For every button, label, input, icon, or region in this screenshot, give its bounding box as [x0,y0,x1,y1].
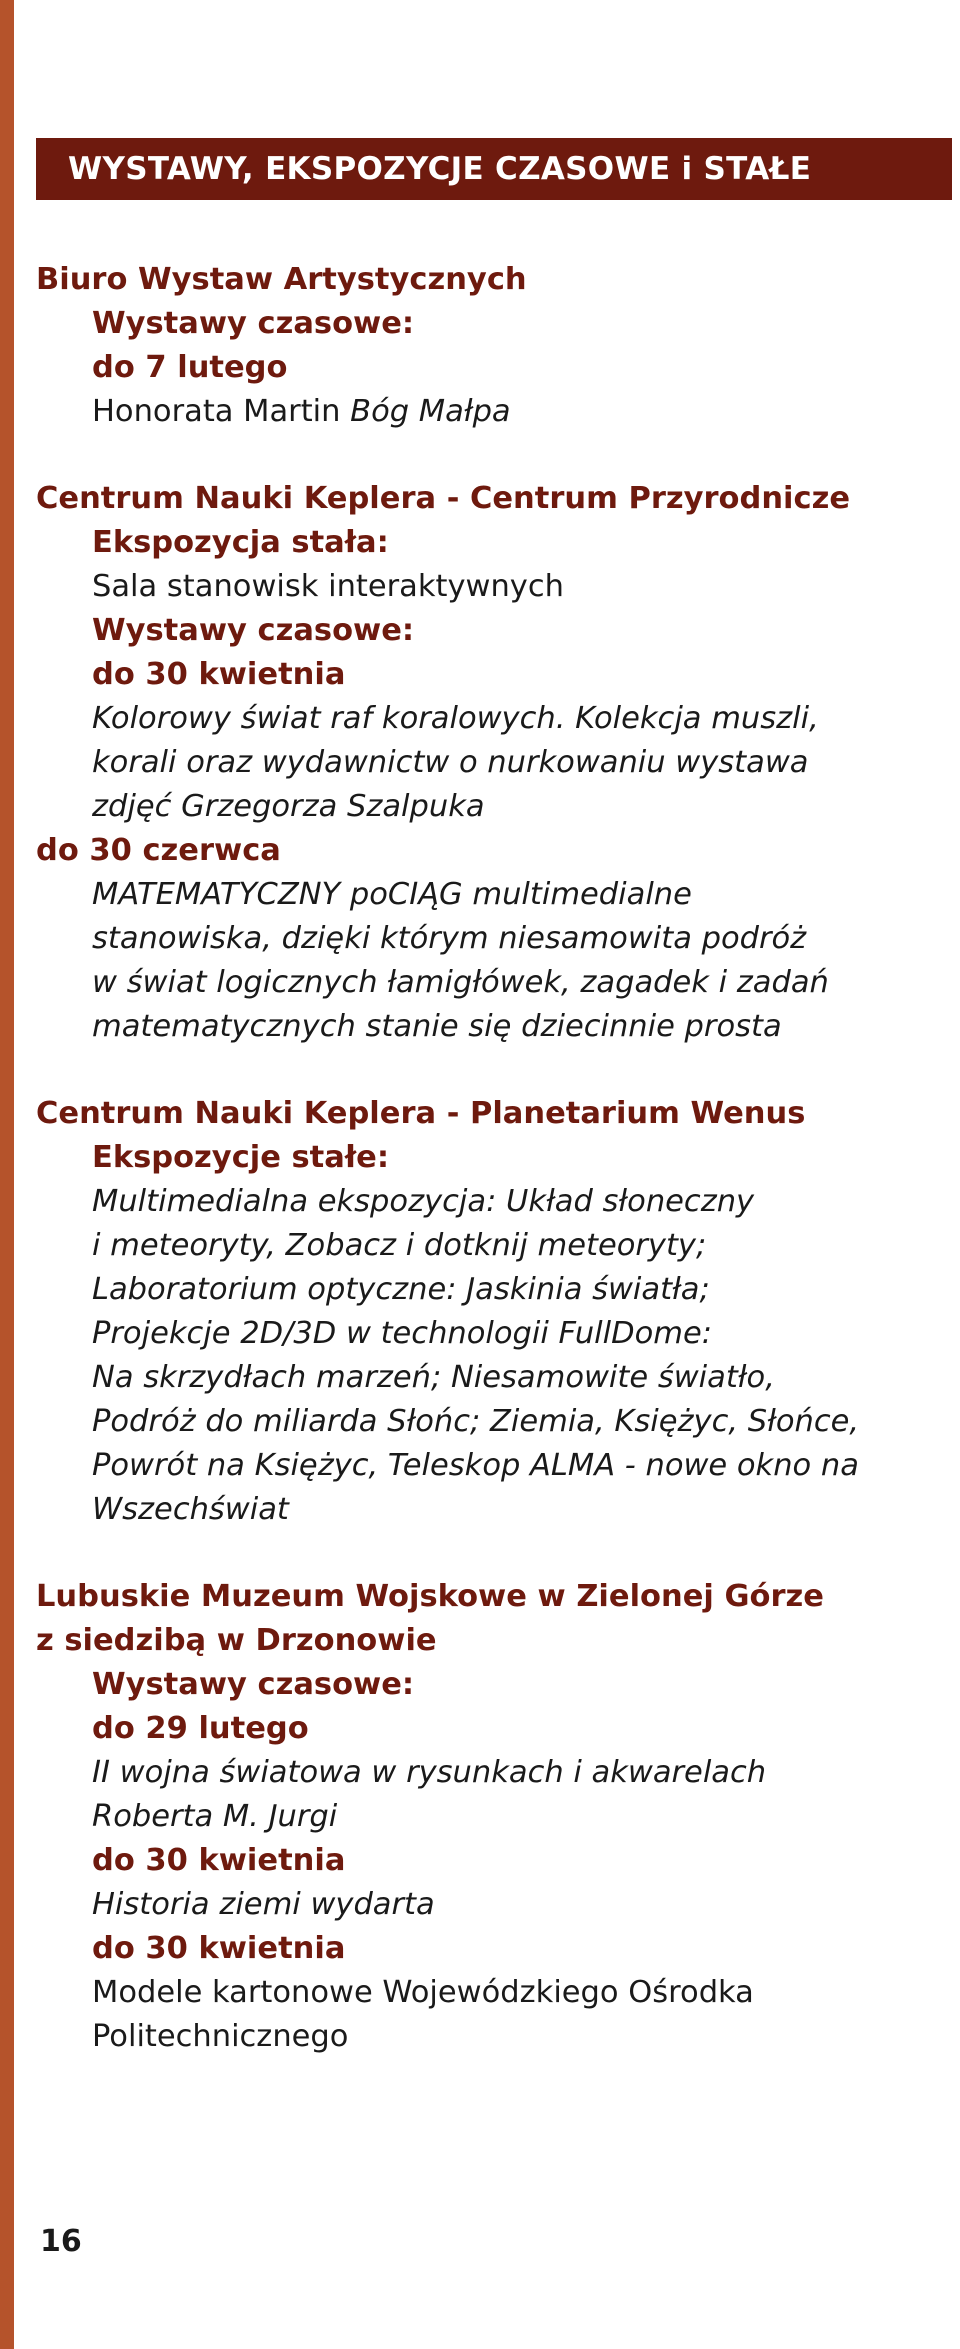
venue-bwa [36,258,956,434]
exhibition-entry: Historia ziemi wydarta [92,1887,435,1922]
exhibition-entry: zdjęć Grzegorza Szalpuka [92,789,485,824]
category-heading: Wystawy czasowe: [92,1667,415,1702]
page-number: 16 [40,2224,82,2259]
exhibition-entry: Politechnicznego [92,2019,349,2054]
category-heading: Ekspozycja stała: [92,525,389,560]
exhibition-entry: Sala stanowisk interaktywnych [92,569,564,604]
section-header [36,138,952,200]
venue-cnk-planetarium [36,1092,956,1532]
date-heading: do 30 kwietnia [92,657,346,692]
category-heading: Wystawy czasowe: [92,306,415,341]
category-heading: Wystawy czasowe: [92,613,415,648]
exhibition-entry: i meteoryty, Zobacz i dotknij meteoryty; [92,1228,707,1263]
venue-name: Lubuskie Muzeum Wojskowe w Zielonej Górze [36,1579,824,1614]
side-accent-bar [0,0,14,2349]
venue-name: Biuro Wystaw Artystycznych [36,262,527,297]
exhibition-entry: Laboratorium optyczne: Jaskinia światła; [92,1272,710,1307]
exhibition-entry: Kolorowy świat raf koralowych. Kolekcja muszli, [92,701,819,736]
exhibition-entry: stanowiska, dzięki którym niesamowita podróż [92,921,807,956]
exhibition-entry: Modele kartonowe Wojewódzkiego Ośrodka [92,1975,754,2010]
exhibition-entry: Powrót na Księżyc, Teleskop ALMA - nowe okno na [92,1448,859,1483]
venue-cnk-przyrodnicze [36,477,956,1049]
exhibition-entry: II wojna światowa w rysunkach i akwarelach [92,1755,767,1790]
date-heading: do 7 lutego [92,350,288,385]
exhibition-entry: Roberta M. Jurgi [92,1799,338,1834]
artist-name: Honorata Martin [92,394,351,429]
exhibition-entry [36,390,956,434]
exhibition-entry: Wszechświat [92,1492,289,1527]
exhibition-entry: korali oraz wydawnictw o nurkowaniu wystawa [92,745,809,780]
venue-name: Centrum Nauki Keplera - Planetarium Wenus [36,1096,806,1131]
date-heading: do 30 czerwca [36,833,281,868]
exhibition-entry: Projekcje 2D/3D w technologii FullDome: [92,1316,713,1351]
venue-name: z siedzibą w Drzonowie [36,1623,437,1658]
listing-content [36,258,956,2059]
exhibition-entry: Na skrzydłach marzeń; Niesamowite światło, [92,1360,775,1395]
date-heading: do 30 kwietnia [92,1931,346,1966]
section-header-title: WYSTAWY, EKSPOZYCJE CZASOWE i STAŁE [68,151,812,187]
date-heading: do 29 lutego [92,1711,309,1746]
exhibition-entry: Multimedialna ekspozycja: Układ słoneczny [92,1184,755,1219]
exhibition-entry: Podróż do miliarda Słońc; Ziemia, Księżyc, Słońce, [92,1404,860,1439]
date-heading: do 30 kwietnia [92,1843,346,1878]
exhibition-title: Bóg Małpa [350,394,511,429]
exhibition-entry: MATEMATYCZNY poCIĄG multimedialne [92,877,692,912]
venue-name: Centrum Nauki Keplera - Centrum Przyrodnicze [36,481,851,516]
category-heading: Ekspozycje stałe: [92,1140,390,1175]
venue-muzeum-wojskowe [36,1575,956,2059]
exhibition-entry: matematycznych stanie się dziecinnie prosta [92,1009,782,1044]
exhibition-entry: w świat logicznych łamigłówek, zagadek i zadań [92,965,829,1000]
